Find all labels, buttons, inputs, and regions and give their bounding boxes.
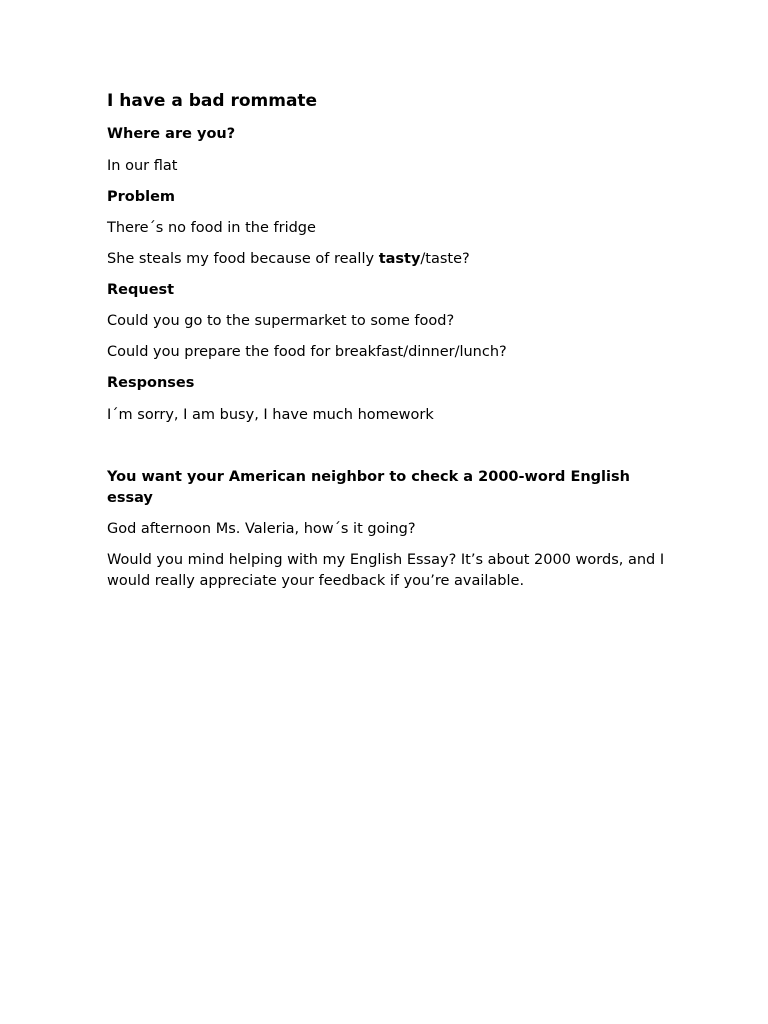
problem-line-2-start: She steals my food because of really <box>107 251 379 267</box>
problem-line-2 <box>107 249 470 270</box>
section-2-heading: You want your American neighbor to check a 2000-word English essay <box>107 469 630 506</box>
responses-heading: Responses <box>107 375 195 391</box>
section-2-line-1: God afternoon Ms. Valeria, how´s it going? <box>107 521 416 537</box>
section-2-line-2: Would you mind helping with my English Essay? It’s about 2000 words, and I would really appreciate your feedback if you’re available. <box>107 552 665 589</box>
responses-line-1: I´m sorry, I am busy, I have much homework <box>107 407 434 423</box>
problem-line-2-emphasis: tasty <box>378 251 421 267</box>
request-line-1: Could you go to the supermarket to some food? <box>107 313 455 329</box>
where-answer: In our flat <box>107 158 178 174</box>
document-title: I have a bad rommate <box>107 91 318 111</box>
request-heading: Request <box>107 282 175 298</box>
where-heading: Where are you? <box>107 126 236 142</box>
problem-line-2-end: /taste? <box>420 251 470 267</box>
request-line-2: Could you prepare the food for breakfast/dinner/lunch? <box>107 344 507 360</box>
problem-heading: Problem <box>107 189 176 205</box>
problem-line-1: There´s no food in the fridge <box>107 220 316 236</box>
